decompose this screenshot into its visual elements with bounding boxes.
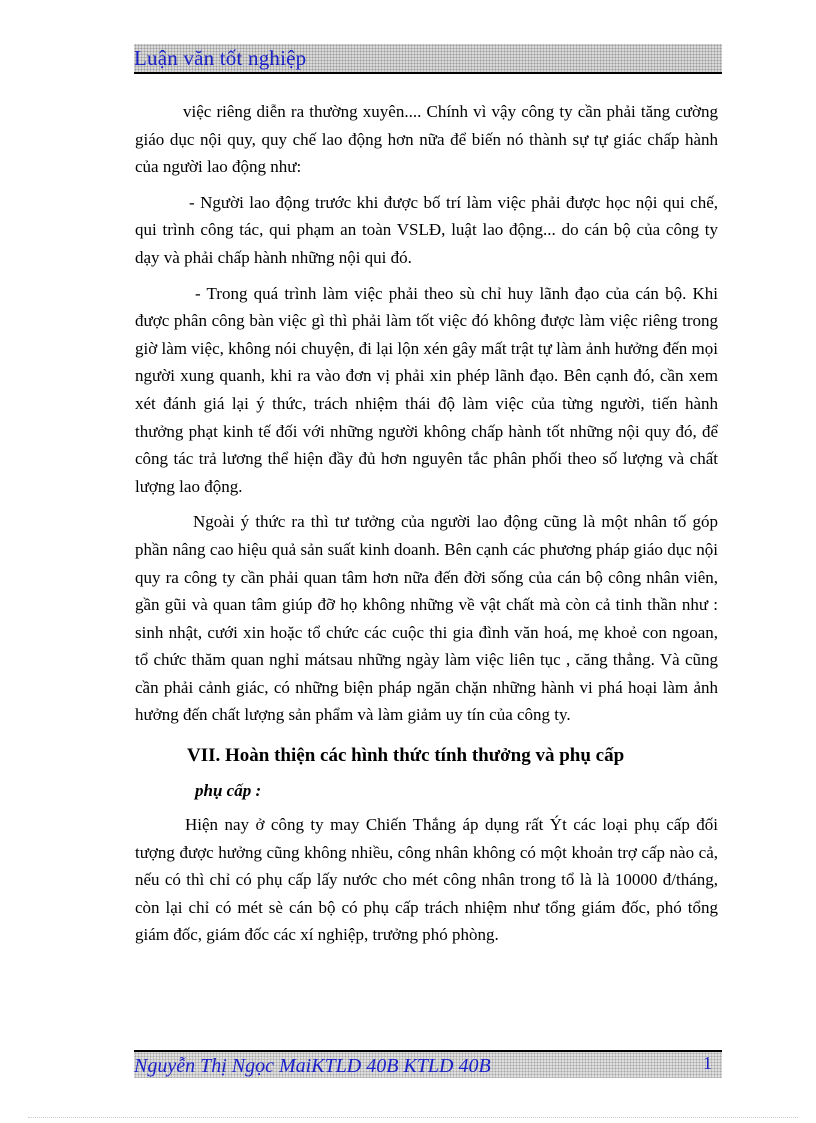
body-paragraph: - Người lao động trước khi được bố trí làm việc phải được học nội qui chế, qui trình công tác, qui phạm an toàn VSLĐ, luật lao động... do cán bộ của công ty dạy và phải chấp hành những nội qui đó.: [135, 192, 718, 267]
footer-author: Nguyễn Thị Ngọc MaiKTLD 40B KTLD 40B: [134, 1055, 491, 1077]
sub-heading: phụ cấp :: [195, 781, 262, 801]
page-footer: [134, 1050, 722, 1078]
page-number: 1: [703, 1053, 712, 1073]
page-header: [134, 44, 722, 74]
body-paragraph: - Trong quá trình làm việc phải theo sù chỉ huy lãnh đạo của cán bộ. Khi được phân công bàn việc gì thì phải làm tốt việc đó không được làm việc riêng trong giờ làm việc, không nói chuyện, đi lại lộn xén gây mất trật tự làm ảnh hưởng đến mọi người xung quanh, khi ra vào đơn vị phải xin phép lãnh đạo. Bên cạnh đó, cần xem xét đánh giá lại ý thức, trách nhiệm thái độ làm việc của từng người, tiến hành thưởng phạt kinh tế đối với những người không chấp hành tốt những nội quy đó, để công tác trả lương thể hiện đầy đủ hơn nguyên tắc phân phối theo số lượng và chất lượng lao động.: [135, 283, 718, 496]
document-body: [135, 98, 718, 957]
body-paragraph: Hiện nay ở công ty may Chiến Thắng áp dụng rất Ýt các loại phụ cấp đối tượng được hưởng cũng không nhiều, công nhân không có một khoản trợ cấp nào cả, nếu có thì chỉ có phụ cấp lấy nước cho mét công nhân trong tổ là là 10000 đ/tháng, còn lại chỉ có mét sè cán bộ có phụ cấp trách nhiệm như tổng giám đốc, phó tổng giám đốc, giám đốc các xí nghiệp, trưởng phó phòng.: [135, 815, 718, 945]
page-edge-divider: [28, 1117, 798, 1118]
body-paragraph: việc riêng diễn ra thường xuyên.... Chính vì vậy công ty cần phải tăng cường giáo dục nội quy, quy chế lao động hơn nữa để biến nó thành sự tự giác chấp hành của người lao động như:: [135, 102, 718, 177]
body-paragraph: Ngoài ý thức ra thì tư tưởng của người lao động cũng là một nhân tố góp phần nâng cao hiệu quả sản suất kinh doanh. Bên cạnh các phương pháp giáo dục nội quy ra công ty cần phải quan tâm hơn nữa đến đời sống của cán bộ công nhân viên, gần gũi và quan tâm giúp đỡ họ không những về vật chất mà còn cả tinh thần như : sinh nhật, cưới xin hoặc tổ chức các cuộc thi gia đình văn hoá, mẹ khoẻ con ngoan, tổ chức thăm quan nghỉ mátsau những ngày làm việc liên tục , căng thẳng. Và cũng cần phải cảnh giác, có những biện pháp ngăn chặn những hành vi phá hoại làm ảnh hưởng đến chất lượng sản phẩm và làm giảm uy tín của công ty.: [135, 512, 718, 725]
section-heading: VII. Hoàn thiện các hình thức tính thưởng và phụ cấp: [187, 745, 625, 767]
header-title: Luận văn tốt nghiệp: [134, 46, 307, 70]
